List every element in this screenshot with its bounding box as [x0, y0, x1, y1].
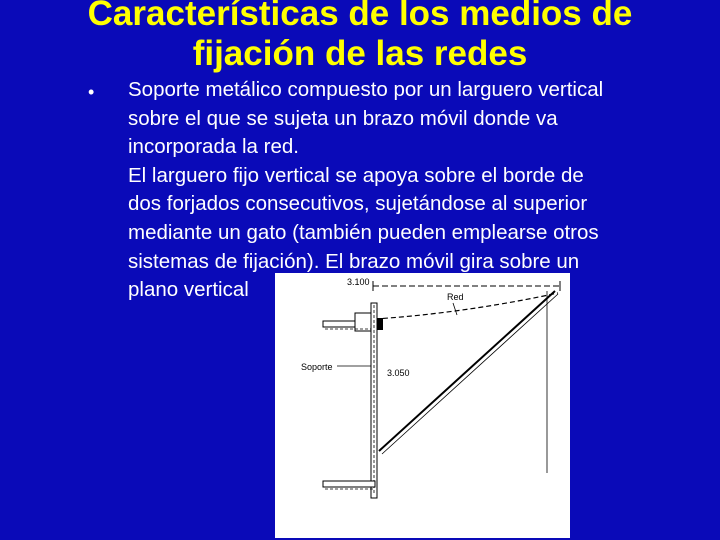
width-dimension-label: 3.100 [347, 277, 370, 287]
net-label: Red [447, 292, 464, 302]
slide-body-text: Soporte metálico compuesto por un larguero vertical sobre el que se sujeta un brazo móvil donde va incorporada la red. El larguero fijo vertical se apoya sobre el borde de dos forjados consecutivos, sujetándose al superior mediante un gato (también pueden emplearse otros sistemas de fijación). El brazo móvil gira sobre un plano vertical [128, 78, 604, 302]
support-clamp [377, 318, 383, 330]
net-line [375, 293, 558, 319]
slide-title: Características de los medios de fijación de las redes [87, 0, 633, 73]
support-label: Soporte [301, 362, 333, 372]
height-dimension-label: 3.050 [387, 368, 410, 378]
net-pointer [453, 303, 457, 315]
lower-slab [323, 481, 375, 487]
safety-net-support-diagram [275, 273, 570, 538]
bullet-icon: • [88, 82, 95, 102]
